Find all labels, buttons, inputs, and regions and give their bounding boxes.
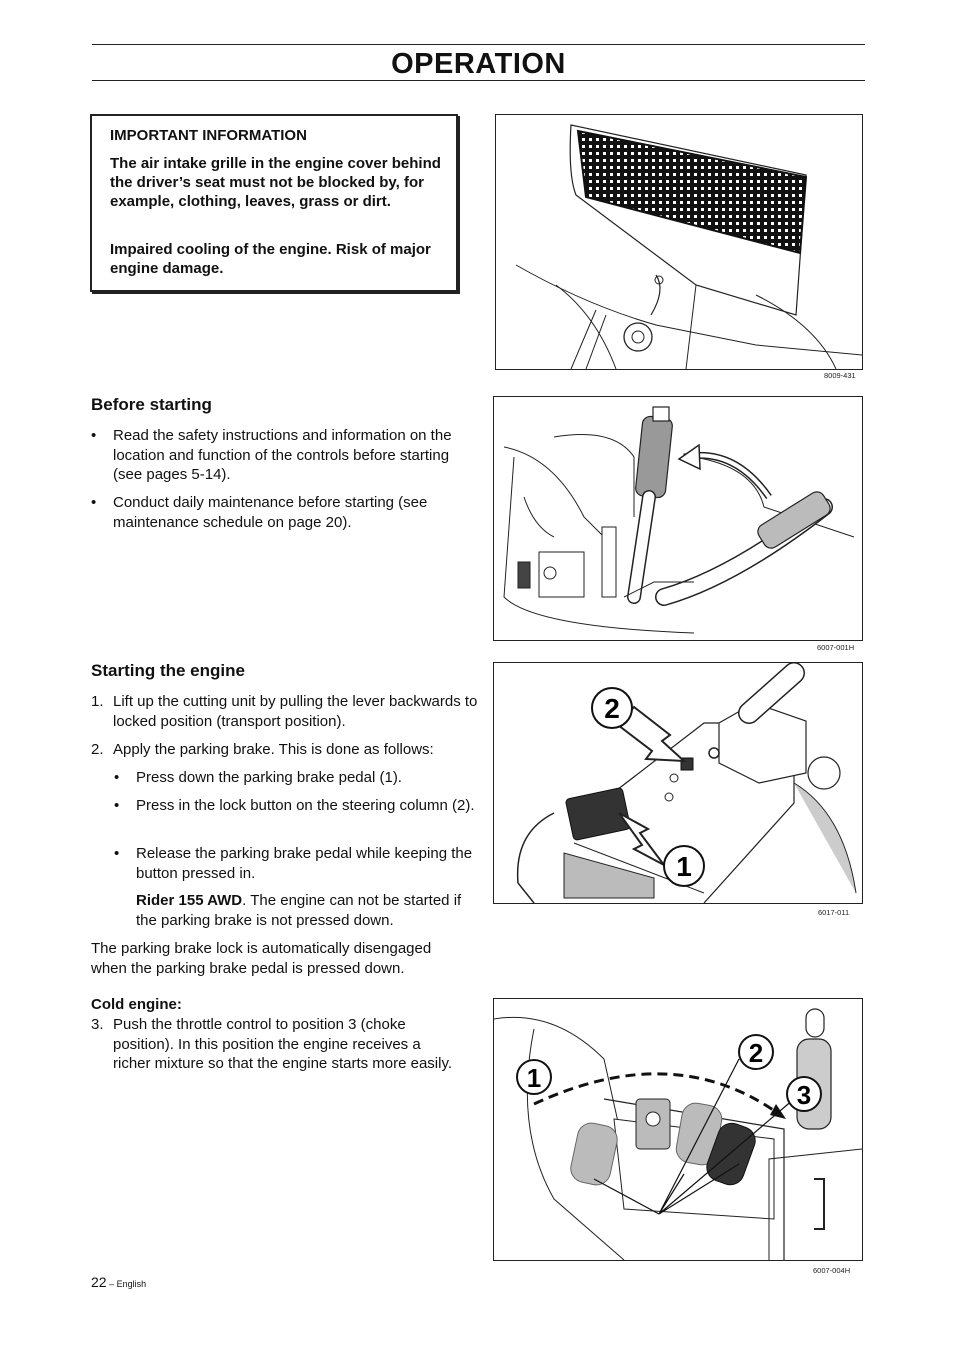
header-rule-bottom (92, 80, 865, 81)
info-paragraph-2: Impaired cooling of the engine. Risk of major engine damage. (110, 241, 431, 277)
bullet-text: Press down the parking brake pedal (1). (136, 769, 402, 786)
rider-note-text: . The engine can not be started if the parking brake is not pressed down. (136, 892, 462, 929)
list-item: • Press down the parking brake pedal (1). (114, 768, 484, 788)
figure-throttle-control (493, 998, 863, 1261)
figure-code-3: 6017-011 (818, 908, 850, 917)
list-item: 3. Push the throttle control to position 3 (choke position). In this position the engine receives a richer mixture so that the engine starts more easily. (91, 1015, 471, 1095)
list-item: • Release the parking brake pedal while keeping the button pressed in. (114, 844, 484, 884)
bullet-text: Conduct daily maintenance before starting (see maintenance schedule on page 20). (113, 494, 428, 531)
callout-2: 2 (604, 693, 620, 724)
info-heading: IMPORTANT INFORMATION (110, 127, 307, 144)
callout-1: 1 (676, 851, 692, 882)
figure-code-2: 6007-001H (817, 643, 855, 652)
figure-cutting-unit-lever (493, 396, 863, 641)
step-text: Push the throttle control to position 3 (choke position). In this position the engine receives a richer mixture so that the engine starts more easily. (113, 1016, 453, 1072)
callout-2: 2 (748, 1038, 764, 1068)
cold-engine-heading: Cold engine: (91, 996, 182, 1013)
list-item: 1. Lift up the cutting unit by pulling the lever backwards to locked position (transport position). (91, 693, 478, 730)
page-footer (91, 1274, 146, 1290)
figure-parking-brake (493, 662, 863, 904)
footer-language: – English (106, 1279, 147, 1289)
important-info-box (90, 114, 458, 292)
figure-air-intake-grille (495, 114, 863, 370)
page-title: OPERATION (391, 48, 566, 80)
rider-note (136, 891, 484, 930)
list-item: 2. Apply the parking brake. This is done as follows: (91, 740, 481, 760)
bullet-text: Read the safety instructions and information on the location and function of the controls before starting (see pages 5-14). (113, 427, 452, 483)
bullet-text: Press in the lock button on the steering column (2). (136, 797, 475, 814)
callout-3: 3 (796, 1080, 812, 1110)
callout-1: 1 (526, 1063, 542, 1093)
section-heading-starting-engine: Starting the engine (91, 661, 245, 680)
lock-note: The parking brake lock is automatically disengaged when the parking brake pedal is pressed down. (91, 940, 432, 977)
info-paragraph-1: The air intake grille in the engine cover behind the driver’s seat must not be blocked by, for example, clothing, leaves, grass or dirt. (110, 155, 441, 210)
section-heading-before-starting: Before starting (91, 395, 212, 414)
list-item: • Read the safety instructions and information on the location and function of the controls before starting (see pages 5-14). (91, 426, 471, 486)
figure-code-1: 8009-431 (824, 371, 856, 380)
list-item: • Press in the lock button on the steering column (2). (114, 796, 484, 836)
rider-model: Rider 155 AWD (136, 892, 243, 909)
figure-code-4: 6007-004H (813, 1266, 851, 1275)
step-text: Lift up the cutting unit by pulling the lever backwards to locked position (transport position). (113, 693, 478, 730)
step-text: Apply the parking brake. This is done as follows: (113, 741, 434, 758)
bullet-text: Release the parking brake pedal while keeping the button pressed in. (136, 845, 473, 882)
header-rule-top (92, 44, 865, 45)
list-item: • Conduct daily maintenance before starting (see maintenance schedule on page 20). (91, 493, 471, 533)
page-number: 22 (91, 1274, 107, 1290)
